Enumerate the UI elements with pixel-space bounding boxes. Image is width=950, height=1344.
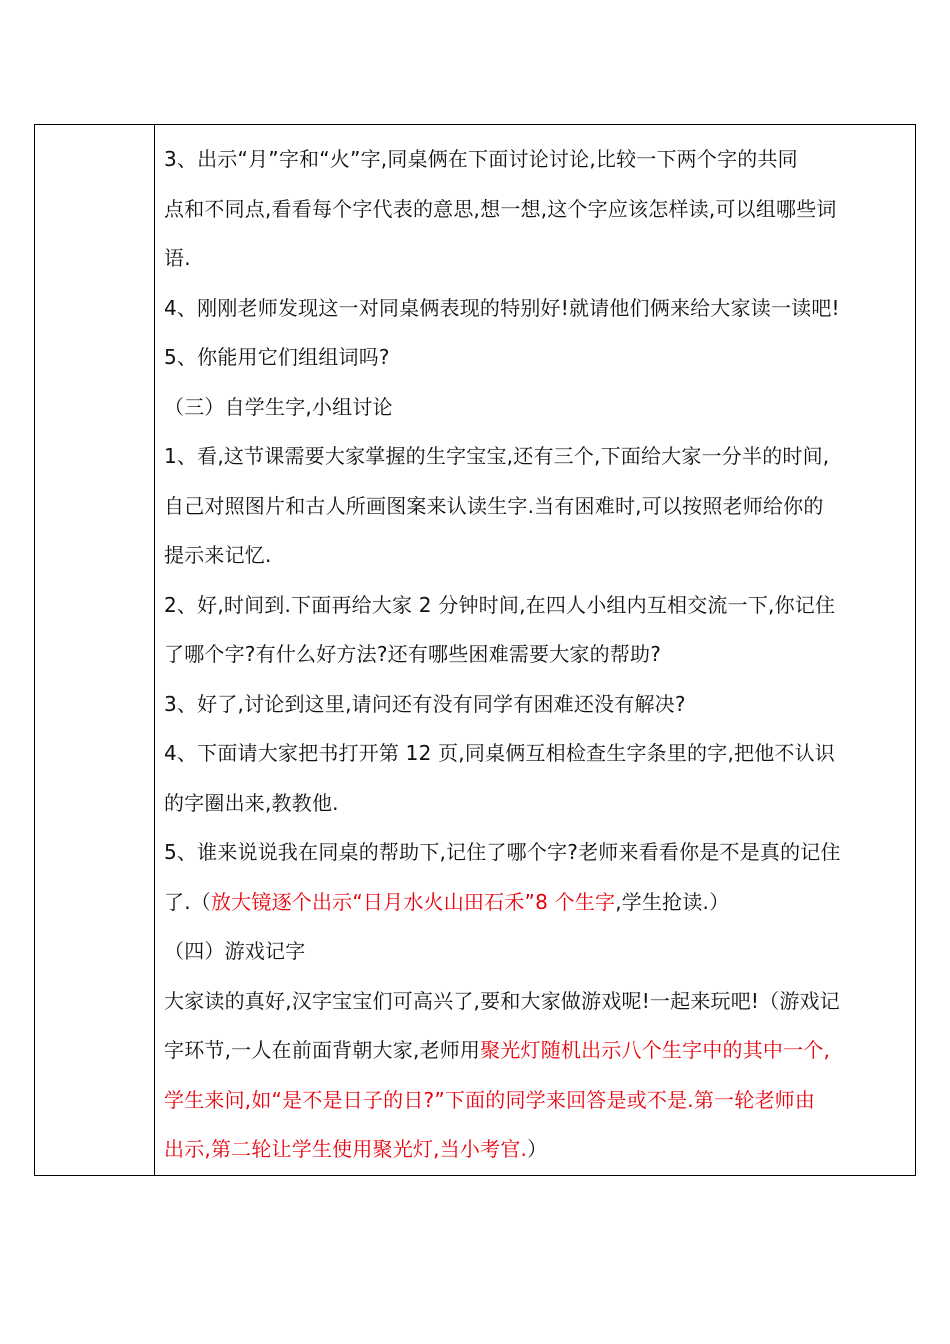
text-segment: ） bbox=[527, 1137, 548, 1161]
text-segment: 点和不同点,看看每个字代表的意思,想一想,这个字应该怎样读,可以组哪些词 bbox=[164, 196, 837, 221]
text-line bbox=[164, 284, 907, 334]
text-segment: 3、好了,讨论到这里,请问还有没有同学有困难还没有解决? bbox=[164, 691, 686, 716]
text-line bbox=[164, 878, 907, 928]
highlighted-text: 学生来问,如“是不是日子的日?”下面的同学来回答是或不是.第一轮老师由 bbox=[164, 1087, 816, 1112]
text-line bbox=[164, 828, 907, 878]
highlighted-text: 聚光灯随机出示八个生字中的其中一个, bbox=[480, 1038, 831, 1062]
text-line bbox=[164, 729, 907, 779]
text-line bbox=[164, 185, 907, 235]
text-segment: 大家读的真好,汉字宝宝们可高兴了,要和大家做游戏呢!一起来玩吧!（游戏记 bbox=[164, 988, 840, 1013]
text-segment: 5、谁来说说我在同桌的帮助下,记住了哪个字?老师来看看你是不是真的记住 bbox=[164, 840, 841, 864]
content-cell bbox=[155, 125, 916, 1176]
text-segment: 5、你能用它们组组词吗? bbox=[164, 345, 390, 369]
text-line bbox=[164, 680, 907, 730]
text-line bbox=[164, 581, 907, 631]
highlighted-text: 出示,第二轮让学生使用聚光灯,当小考官. bbox=[164, 1137, 528, 1161]
text-line bbox=[164, 234, 907, 284]
text-segment: ,学生抢读.） bbox=[615, 889, 730, 914]
lesson-text bbox=[155, 125, 915, 1175]
text-line bbox=[164, 630, 907, 680]
text-line bbox=[164, 1125, 907, 1175]
text-line bbox=[164, 531, 907, 581]
text-segment: 了.（ bbox=[164, 889, 211, 914]
text-line bbox=[164, 135, 907, 185]
text-segment: 4、刚刚老师发现这一对同桌俩表现的特别好!就请他们俩来给大家读一读吧! bbox=[164, 295, 840, 320]
text-line bbox=[164, 927, 907, 977]
text-line bbox=[164, 977, 907, 1027]
text-line bbox=[164, 432, 907, 482]
text-segment: 2、好,时间到.下面再给大家 2 分钟时间,在四人小组内互相交流一下,你记住 bbox=[164, 592, 836, 617]
text-segment: （三）自学生字,小组讨论 bbox=[164, 394, 393, 419]
text-segment: （四）游戏记字 bbox=[164, 939, 306, 963]
text-segment: 4、下面请大家把书打开第 12 页,同桌俩互相检查生字条里的字,把他不认识 bbox=[164, 741, 836, 765]
text-segment: 的字圈出来,教教他. bbox=[164, 790, 339, 815]
lesson-plan-table bbox=[34, 124, 916, 1176]
highlighted-text: 放大镜逐个出示“日月水火山田石禾”8 个生字 bbox=[210, 889, 616, 914]
text-segment: 1、看,这节课需要大家掌握的生字宝宝,还有三个,下面给大家一分半的时间, bbox=[164, 444, 830, 468]
text-line bbox=[164, 1076, 907, 1126]
table-row bbox=[35, 125, 916, 1176]
text-segment: 3、出示“月”字和“火”字,同桌俩在下面讨论讨论,比较一下两个字的共同 bbox=[164, 147, 798, 171]
text-line bbox=[164, 383, 907, 433]
text-line bbox=[164, 1026, 907, 1076]
text-segment: 了哪个字?有什么好方法?还有哪些困难需要大家的帮助? bbox=[164, 642, 662, 666]
text-segment: 语. bbox=[164, 246, 191, 270]
text-segment: 字环节,一人在前面背朝大家,老师用 bbox=[164, 1038, 481, 1062]
text-line bbox=[164, 779, 907, 829]
text-segment: 提示来记忆. bbox=[164, 543, 272, 567]
text-line bbox=[164, 333, 907, 383]
text-segment: 自己对照图片和古人所画图案来认读生字.当有困难时,可以按照老师给你的 bbox=[164, 493, 824, 518]
empty-left-cell bbox=[35, 125, 155, 1176]
text-line bbox=[164, 482, 907, 532]
